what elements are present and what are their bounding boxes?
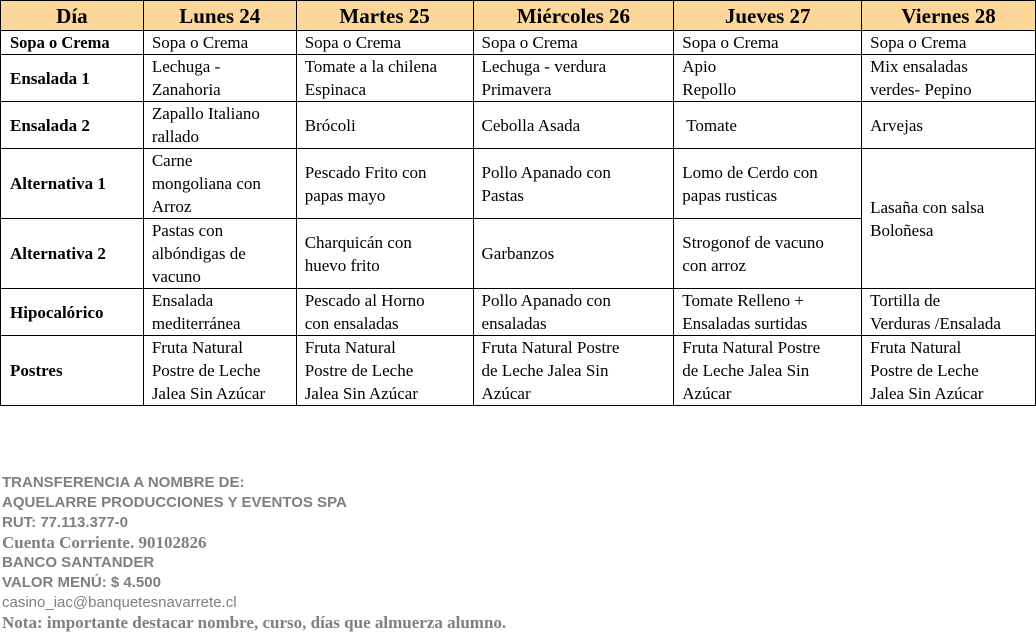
header-row [1,1,1036,31]
cell-line: Boloñesa [870,220,934,240]
menu-cell [473,219,674,289]
cell-line: Garbanzos [481,244,555,263]
row-label: Postres [1,336,144,406]
cell-line: Lomo de Cerdo con [682,162,818,182]
cell-line: Tomate a la chilena [304,57,438,76]
menu-cell [674,336,862,406]
row-label: Hipocalórico [1,289,144,336]
payment-info [2,473,506,633]
cell-line: Ensaladas surtidas [682,314,808,333]
cell-line: Verduras /Ensalada [870,314,1001,333]
menu-cell [473,289,674,336]
menu-cell [674,102,862,149]
cell-line: Ensalada [151,291,214,310]
cell-line: Carne [151,151,193,170]
cell-line: mediterránea [151,314,241,333]
cell-line: Apio [682,57,717,76]
cell-line: papas rusticas [682,185,778,205]
menu-cell [674,31,862,55]
menu-cell [296,31,473,55]
table-row [1,102,1036,149]
row-label: Ensalada 2 [1,102,144,149]
menu-cell [296,149,473,219]
menu-cell [473,336,674,406]
menu-cell [296,336,473,406]
cell-line: Fruta Natural [870,338,962,357]
cell-line: Jalea Sin Azúcar [151,384,266,403]
cell-line: Lechuga - verdura [481,57,607,76]
header-day-tuesday: Martes 25 [296,1,473,31]
cell-line: Pescado al Horno [304,291,425,310]
cell-line: Postre de Leche [151,361,261,380]
cell-line: de Leche Jalea Sin [682,361,810,380]
row-label: Sopa o Crema [1,31,144,55]
header-day-wednesday: Miércoles 26 [473,1,674,31]
cell-line: con arroz [682,255,746,275]
cell-line: Tomate [682,115,737,135]
cell-line: Primavera [481,80,552,99]
menu-cell [862,55,1036,102]
cell-line: Pollo Apanado con [481,162,611,182]
menu-cell [473,149,674,219]
menu-cell [473,55,674,102]
cell-line: Zapallo Italiano [151,104,260,123]
cell-line: rallado [151,127,200,146]
cell-line: Jalea Sin Azúcar [304,384,418,403]
menu-cell [143,55,296,102]
menu-cell [143,219,296,289]
row-label: Ensalada 1 [1,55,144,102]
header-day-monday: Lunes 24 [143,1,296,31]
cell-line: papas mayo [304,185,386,205]
menu-cell [862,31,1036,55]
cell-line: Azúcar [481,384,531,403]
cell-line: Lasaña con salsa [870,197,985,217]
cell-line: de Leche Jalea Sin [481,361,609,380]
cell-line: Sopa o Crema [481,33,578,52]
menu-cell [674,149,862,219]
menu-cell [143,336,296,406]
contact-email[interactable]: casino_iac@banquetesnavarrete.cl [2,594,237,611]
cell-line: Mix ensaladas [870,57,968,76]
menu-cell [296,55,473,102]
menu-price: VALOR MENÚ: $ 4.500 [2,574,161,591]
cell-line: huevo frito [304,255,380,275]
menu-cell [674,55,862,102]
cell-line: Postre de Leche [870,361,979,380]
cell-line: Pastas con [151,221,224,240]
cell-line: Cebolla Asada [481,115,581,135]
menu-cell [674,219,862,289]
cell-line: Arvejas [870,115,923,135]
cell-line: Pescado Frito con [304,162,427,182]
cell-line: Lechuga - [151,57,221,76]
menu-cell [143,149,296,219]
header-corner: Día [1,1,144,31]
menu-cell [473,31,674,55]
table-row [1,289,1036,336]
cell-line: Sopa o Crema [151,33,249,52]
bank-account: Cuenta Corriente. 90102826 [2,533,207,552]
menu-cell [296,102,473,149]
cell-line: Fruta Natural [304,338,396,357]
cell-line: Postre de Leche [304,361,414,380]
transfer-heading: TRANSFERENCIA A NOMBRE DE: [2,474,245,491]
cell-line: Fruta Natural Postre [682,338,821,357]
cell-line: Tomate Relleno + [682,291,804,310]
cell-line: Tortilla de [870,291,941,310]
cell-line: Sopa o Crema [870,33,967,52]
cell-line: Pollo Apanado con [481,291,611,310]
menu-cell [143,31,296,55]
cell-line: verdes- Pepino [870,80,972,99]
cell-line: vacuno [151,267,201,286]
menu-cell-merged [862,149,1036,289]
table-row [1,149,1036,219]
bank-name: BANCO SANTANDER [2,554,155,571]
cell-line: Zanahoria [151,80,221,99]
menu-cell [862,102,1036,149]
rut-number: RUT: 77.113.377-0 [2,514,128,531]
cell-line: Brócoli [304,115,356,135]
table-row [1,336,1036,406]
cell-line: con ensaladas [304,314,399,333]
header-day-friday: Viernes 28 [862,1,1036,31]
company-name: AQUELARRE PRODUCCIONES Y EVENTOS SPA [2,494,347,511]
menu-cell [143,102,296,149]
footer-note: Nota: importante destacar nombre, curso, días que almuerza alumno. [2,613,507,632]
cell-line: Azúcar [682,384,732,403]
menu-cell [143,289,296,336]
cell-line: ensaladas [481,314,547,333]
cell-line: Strogonof de vacuno [682,232,824,252]
cell-line: Fruta Natural Postre [481,338,620,357]
cell-line: mongoliana con [151,174,261,193]
cell-line: Sopa o Crema [682,33,779,52]
cell-line: Jalea Sin Azúcar [870,384,984,403]
cell-line: Charquicán con [304,232,412,252]
cell-line: Fruta Natural [151,338,243,357]
menu-cell [296,219,473,289]
cell-line: Arroz [151,197,192,216]
menu-cell [296,289,473,336]
menu-cell [862,336,1036,406]
cell-line: Espinaca [304,80,367,99]
menu-cell [473,102,674,149]
cell-line: Repollo [682,80,737,99]
header-day-thursday: Jueves 27 [674,1,862,31]
cell-line: Pastas [481,185,525,205]
menu-cell [674,289,862,336]
cell-line: albóndigas de [151,244,246,263]
table-row [1,55,1036,102]
table-row [1,31,1036,55]
menu-cell [862,289,1036,336]
cell-line: Sopa o Crema [304,33,402,52]
row-label: Alternativa 1 [1,149,144,219]
row-label: Alternativa 2 [1,219,144,289]
